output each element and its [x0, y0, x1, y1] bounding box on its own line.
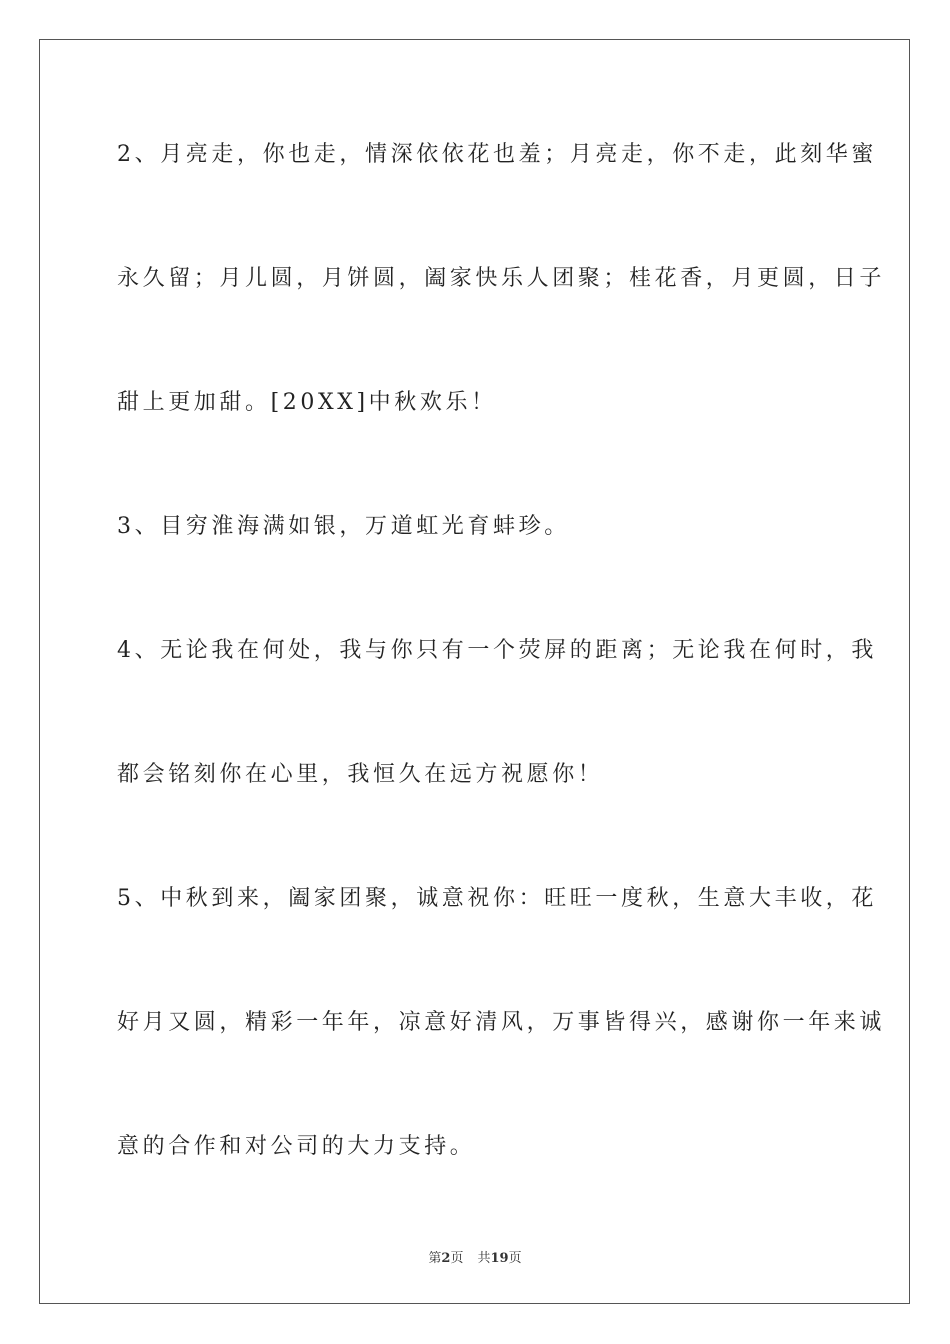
page-number: 第2页	[428, 1251, 464, 1266]
text-line: 甜上更加甜。[20XX]中秋欢乐！	[117, 390, 497, 415]
document-body	[117, 124, 886, 1240]
text-line: 5、中秋到来，阖家团聚，诚意祝你：旺旺一度秋，生意大丰收，花	[117, 886, 877, 911]
text-line: 3、目穷淮海满如银，万道虹光育蚌珍。	[117, 514, 570, 539]
text-line: 都会铭刻你在心里，我恒久在远方祝愿你！	[117, 762, 604, 787]
text-line: 永久留；月儿圆，月饼圆，阖家快乐人团聚；桂花香，月更圆，日子	[117, 266, 886, 291]
text-line: 4、无论我在何处，我与你只有一个荧屏的距离；无论我在何时，我	[117, 638, 877, 663]
text-line: 好月又圆，精彩一年年，凉意好清风，万事皆得兴，感谢你一年来诚	[117, 1010, 886, 1035]
text-line: 意的合作和对公司的大力支持。	[117, 1134, 476, 1159]
page-footer	[0, 1247, 950, 1266]
page-total: 共19页	[477, 1251, 522, 1266]
text-line: 2、月亮走，你也走，情深依依花也羞；月亮走，你不走，此刻华蜜	[117, 142, 877, 167]
